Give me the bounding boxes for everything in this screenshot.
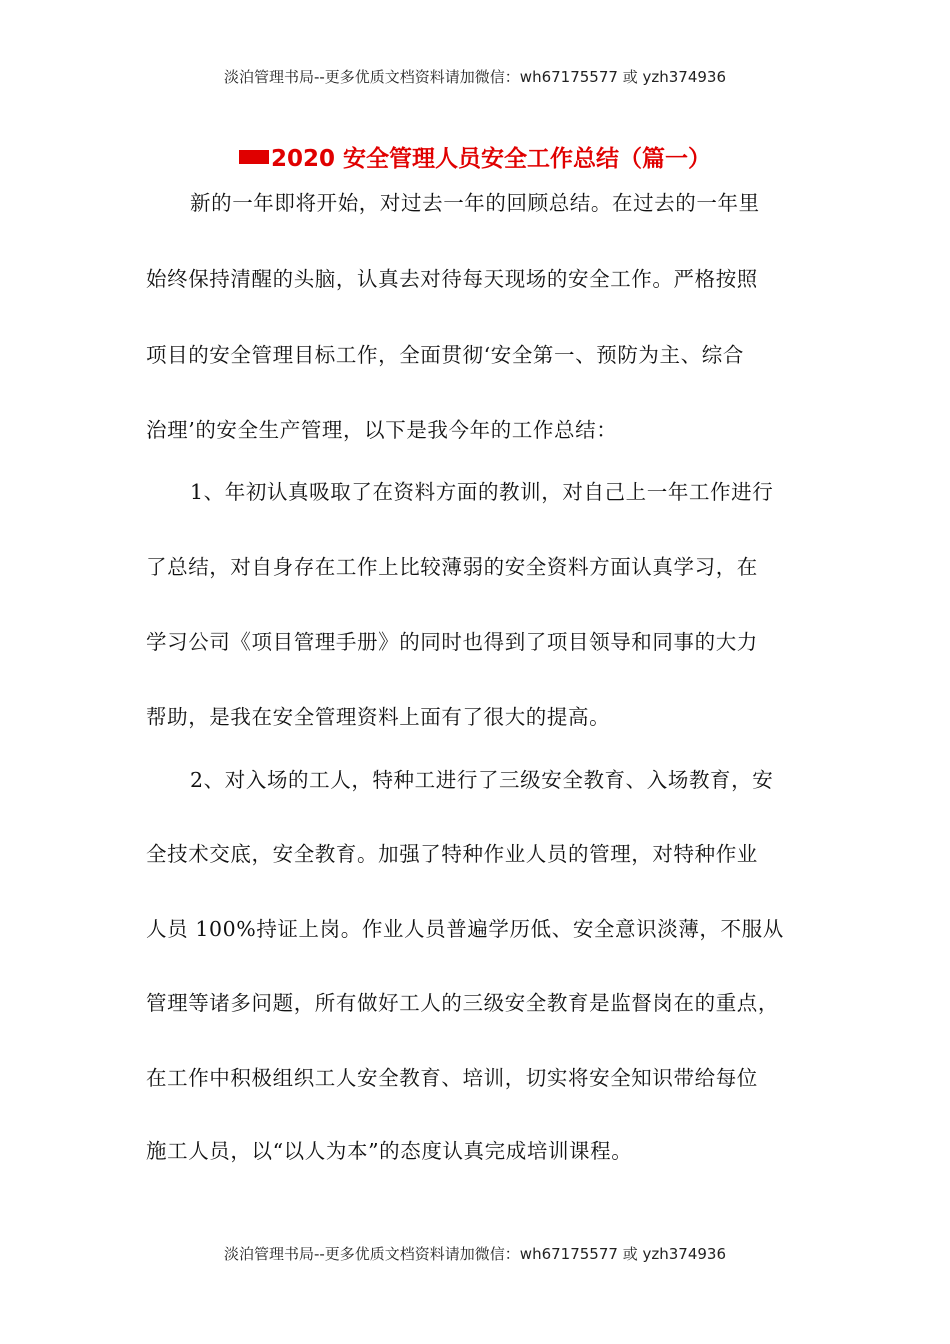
paragraph-line-12: 管理等诸多问题，所有做好工人的三级安全教育是监督岗在的重点， [146, 991, 779, 1015]
paragraph-line-9: 2、对入场的工人，特种工进行了三级安全教育、入场教育，安 [190, 768, 774, 792]
header-note: 淡泊管理书局--更多优质文档资料请加微信：wh67175577 或 yzh374936 [223, 68, 726, 86]
paragraph-line-8: 帮助，是我在安全管理资料上面有了很大的提高。 [146, 705, 611, 729]
paragraph-line-1: 新的一年即将开始，对过去一年的回顾总结。在过去的一年里 [190, 191, 760, 215]
footer-note: 淡泊管理书局--更多优质文档资料请加微信：wh67175577 或 yzh374936 [223, 1245, 726, 1263]
paragraph-line-10: 全技术交底，安全教育。加强了特种作业人员的管理，对特种作业 [146, 842, 758, 866]
paragraph-line-5: 1、年初认真吸取了在资料方面的教训，对自己上一年工作进行 [190, 480, 774, 504]
document-title: 2020 安全管理人员安全工作总结（篇一） [270, 146, 712, 172]
paragraph-line-13: 在工作中积极组织工人安全教育、培训，切实将安全知识带给每位 [146, 1066, 758, 1090]
paragraph-line-6: 了总结，对自身存在工作上比较薄弱的安全资料方面认真学习，在 [146, 555, 758, 579]
paragraph-line-7: 学习公司《项目管理手册》的同时也得到了项目领导和同事的大力 [146, 630, 758, 654]
paragraph-line-2: 始终保持清醒的头脑，认真去对待每天现场的安全工作。严格按照 [146, 267, 758, 291]
paragraph-line-14: 施工人员，以“以人为本”的态度认真完成培训课程。 [146, 1139, 633, 1163]
paragraph-line-3: 项目的安全管理目标工作，全面贯彻‘安全第一、预防为主、综合 [146, 343, 744, 367]
document-title-row [0, 140, 950, 173]
paragraph-line-4: 治理’的安全生产管理，以下是我今年的工作总结： [146, 418, 618, 442]
paragraph-line-11: 人员 100%持证上岗。作业人员普遍学历低、安全意识淡薄，不服从 [146, 917, 784, 941]
title-redaction-mark [239, 150, 269, 164]
